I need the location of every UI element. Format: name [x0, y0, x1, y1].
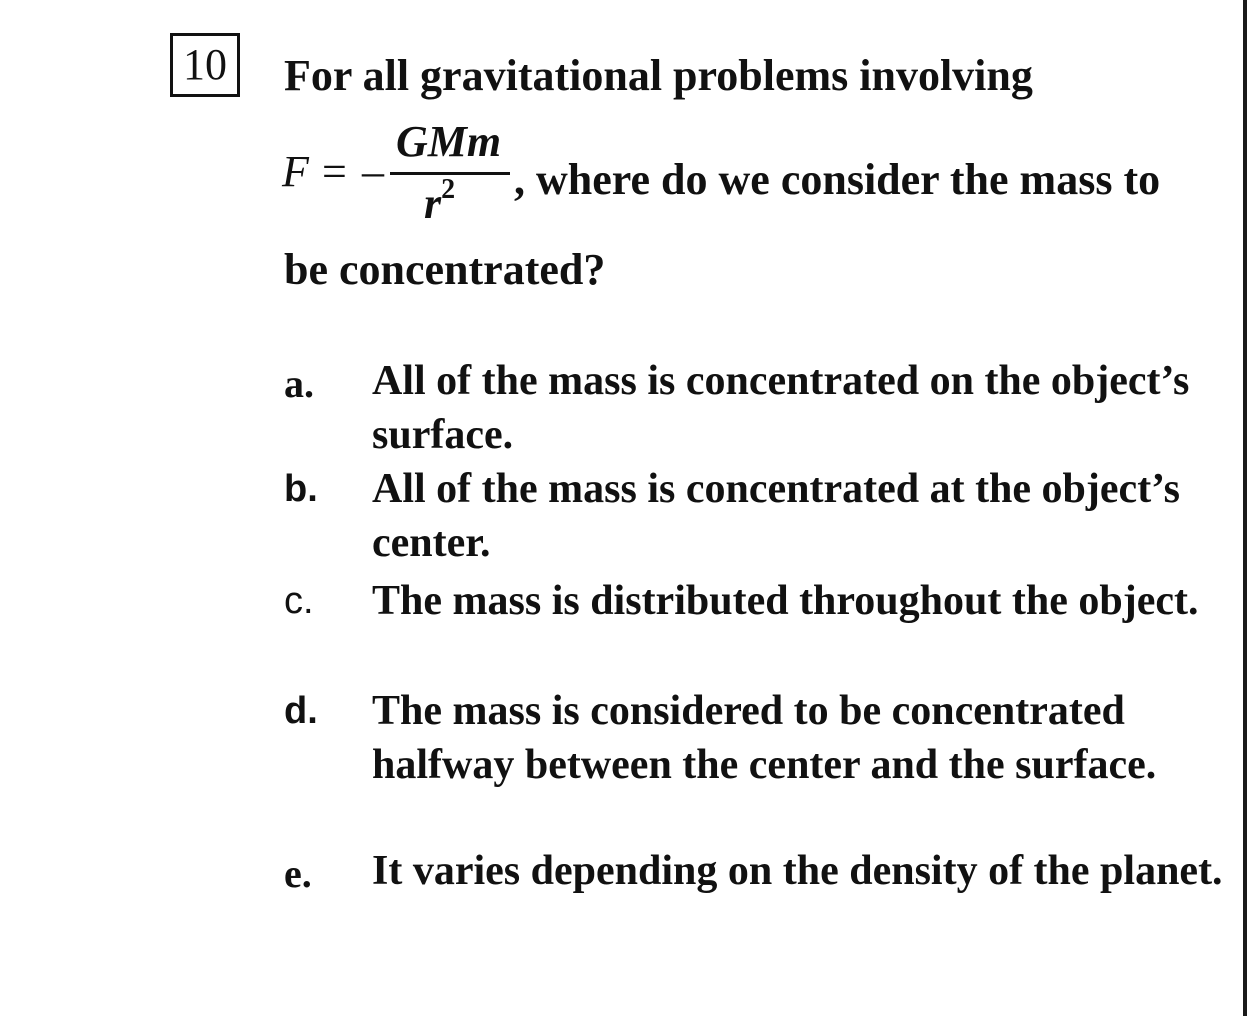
option-text: The mass is considered to be concentrated halfway between the center and the surface.: [372, 688, 1157, 788]
gravity-formula: [282, 116, 1182, 236]
question-number: 10: [170, 33, 240, 97]
option-letter: d.: [284, 690, 318, 732]
question-stem-line-1: For all gravitational problems involving: [284, 51, 1033, 100]
option-letter: b.: [284, 468, 318, 510]
option-letter: c.: [284, 580, 314, 622]
formula-numerator: GMm: [396, 117, 502, 166]
option-letter: e.: [284, 851, 312, 896]
formula-exponent: 2: [441, 174, 456, 206]
question-stem-line-2: , where do we consider the mass to: [514, 155, 1161, 204]
question-stem-line-3: be concentrated?: [284, 245, 606, 294]
formula-force-symbol: F: [282, 147, 309, 196]
formula-denominator: [424, 174, 456, 229]
option-text: All of the mass is concentrated on the object’s surface.: [372, 358, 1190, 458]
option-text: All of the mass is concentrated at the object’s center.: [372, 466, 1180, 566]
option-text: It varies depending on the density of the planet.: [372, 848, 1223, 894]
formula-equals: =: [322, 147, 347, 196]
formula-minus: –: [362, 147, 384, 196]
option-text: The mass is distributed throughout the object.: [372, 578, 1199, 624]
option-letter: a.: [284, 361, 314, 406]
page-edge: [1243, 0, 1247, 1016]
formula-radius: r: [424, 179, 442, 228]
